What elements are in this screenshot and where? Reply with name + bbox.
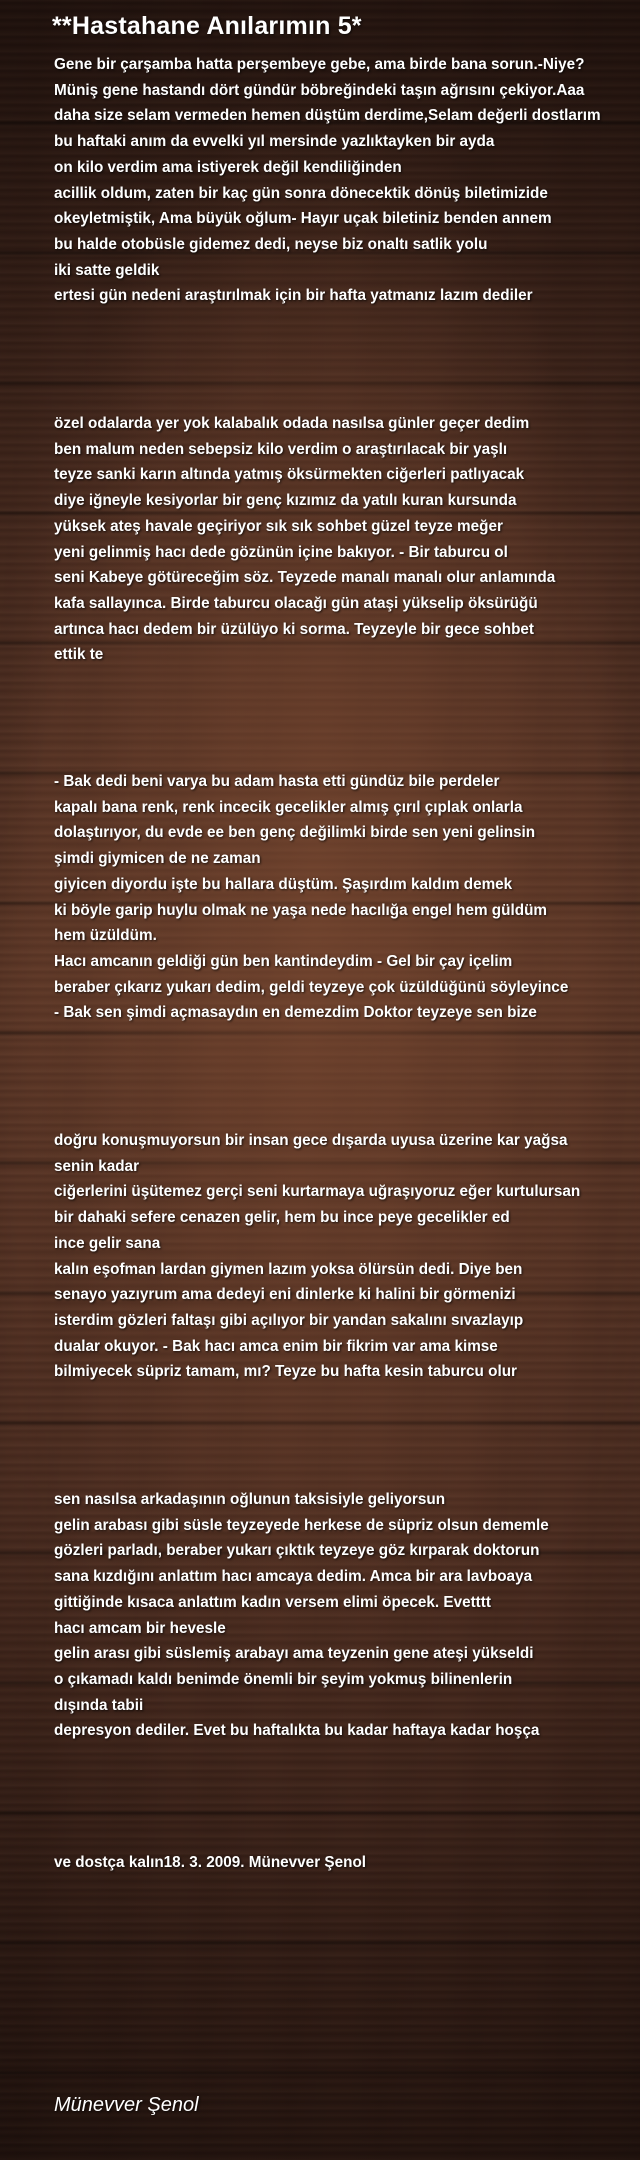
author-signature: Münevver Şenol: [54, 2094, 199, 2116]
poem-line: - Bak dedi beni varya bu adam hasta etti gündüz bile perdeler: [54, 773, 500, 790]
poem-line: beraber çıkarız yukarı dedim, geldi teyzeye çok üzüldüğünü söyleyince: [54, 978, 569, 996]
poem-line: şimdi giymicen de ne zaman: [54, 850, 261, 868]
poem-line: ve dostça kalın18. 3. 2009. Münevver Şenol: [54, 1854, 367, 1871]
poem-line: dolaştırıyor, du evde ee ben genç değilimki birde sen yeni gelinsin: [54, 824, 536, 842]
poem-line: giyicen diyordu işte bu hallara düştüm. Şaşırdım kaldım demek: [54, 875, 513, 893]
poem-line: kalın eşofman lardan giymen lazım yoksa ölürsün dedi. Diye ben: [54, 1260, 523, 1278]
poem-line: seni Kabeye götüreceğim söz. Teyzede manalı manalı olur anlamında: [54, 569, 556, 587]
poem-stanza: [54, 52, 634, 309]
poem-line: gelin arabası gibi süsle teyzeyede herkese de süpriz olsun dememle: [54, 1516, 549, 1534]
poem-line: bir dahaki sefere cenazen gelir, hem bu ince peye gecelikler ed: [54, 1209, 510, 1227]
poem-line: dualar okuyor. - Bak hacı amca enim bir fikrim var ama kimse: [54, 1337, 498, 1355]
poem-line: bilmiyecek süpriz tamam, mı? Teyze bu hafta kesin taburcu olur: [54, 1363, 517, 1381]
poem-line: acillik oldum, zaten bir kaç gün sonra dönecektik dönüş biletimizide: [54, 184, 548, 202]
poem-line: kafa sallayınca. Birde taburcu olacağı gün ataşi yükselip öksürüğü: [54, 594, 538, 612]
poem-line: o çıkamadı kaldı benimde önemli bir şeyim yokmuş bilinenlerin: [54, 1670, 513, 1688]
poem-line: sen nasılsa arkadaşının oğlunun taksisiyle geliyorsun: [54, 1491, 446, 1508]
poem-line: doğru konuşmuyorsun bir insan gece dışarda uyusa üzerine kar yağsa: [54, 1132, 568, 1149]
poem-line: özel odalarda yer yok kalabalık odada nasılsa günler geçer dedim: [54, 415, 530, 432]
poem-line: senayo yazıyrum ama dedeyi eni dinlerke ki halini bir görmenizi: [54, 1286, 516, 1304]
poem-line: bu halde otobüsle gidemez dedi, neyse biz onaltı satlik yolu: [54, 235, 488, 253]
poem-line: Müniş gene hastandı dört gündür böbreğindeki taşın ağrısını çekiyor.Aaa: [54, 81, 585, 99]
poem-stanza: [54, 411, 634, 668]
poem-line: sana kızdığını anlattım hacı amcaya dedim. Amca bir ara lavboaya: [54, 1568, 533, 1586]
poem-line: hacı amcam bir hevesle: [54, 1619, 226, 1637]
poem-line: teyze sanki karın altında yatmış öksürmekten ciğerleri patlıyacak: [54, 466, 525, 484]
poem-stanza: [54, 1487, 634, 1744]
poem-line: Gene bir çarşamba hatta perşembeye gebe, ama birde bana sorun.-Niye?: [54, 56, 585, 73]
poem-stanza: [54, 769, 634, 1026]
poem-line: on kilo verdim ama istiyerek değil kendiliğinden: [54, 158, 402, 176]
poem-line: artınca hacı dedem bir üzülüyo ki sorma. Teyzeyle bir gece sohbet: [54, 620, 535, 638]
poem-stanza: [54, 1850, 634, 1876]
poem-line: daha size selam vermeden hemen düştüm derdime,Selam değerli dostlarım: [54, 107, 601, 125]
poem-line: Hacı amcanın geldiği gün ben kantindeydim - Gel bir çay içelim: [54, 952, 513, 970]
poem-line: senin kadar: [54, 1157, 140, 1175]
poem-line: gözleri parladı, beraber yukarı çıktık teyzeye göz kırparak doktorun: [54, 1542, 540, 1560]
poem-line: gelin arası gibi süslemiş arabayı ama teyzenin gene ateşi yükseldi: [54, 1645, 534, 1663]
poem-line: gittiğinde kısaca anlattım kadın versem elimi öpecek. Evetttt: [54, 1593, 491, 1611]
poem-title: **Hastahane Anılarımın 5*: [52, 12, 362, 40]
poem-line: depresyon dediler. Evet bu haftalıkta bu kadar haftaya kadar hoşça: [54, 1722, 540, 1740]
poem-line: yüksek ateş havale geçiriyor sık sık sohbet güzel teyze meğer: [54, 517, 503, 535]
poem-line: ciğerlerini üşütemez gerçi seni kurtarmaya uğraşıyoruz eğer kurtulursan: [54, 1183, 581, 1201]
poem-line: ince gelir sana: [54, 1234, 161, 1252]
poem-stanza: [54, 1128, 634, 1385]
poem-line: - Bak sen şimdi açmasaydın en demezdim Doktor teyzeye sen bize: [54, 1004, 537, 1022]
poem-line: diye iğneyle kesiyorlar bir genç kızımız da yatılı kuran kursunda: [54, 492, 517, 510]
poem-line: isterdim gözleri faltaşı gibi açılıyor bir yandan sakalını sıvazlayıp: [54, 1311, 524, 1329]
poem-line: hem üzüldüm.: [54, 927, 157, 945]
poem-line: okeyletmiştik, Ama büyük oğlum- Hayır uçak biletiniz benden annem: [54, 210, 552, 228]
poem-line: dışında tabii: [54, 1696, 144, 1714]
poem-line: ki böyle garip huylu olmak ne yaşa nede hacılığa engel hem güldüm: [54, 901, 548, 919]
poem-line: bu haftaki anım da evvelki yıl mersinde yazlıktayken bir ayda: [54, 133, 495, 151]
poem-line: ertesi gün nedeni araştırılmak için bir hafta yatmanız lazım dediler: [54, 287, 533, 305]
poem-line: ben malum neden sebepsiz kilo verdim o araştırılacak bir yaşlı: [54, 440, 508, 458]
poem-line: iki satte geldik: [54, 261, 160, 279]
poem-line: ettik te: [54, 646, 104, 664]
poem-line: kapalı bana renk, renk incecik gecelikler almış çırıl çıplak onlarla: [54, 798, 523, 816]
poem-line: yeni gelinmiş hacı dede gözünün içine bakıyor. - Bir taburcu ol: [54, 543, 508, 561]
